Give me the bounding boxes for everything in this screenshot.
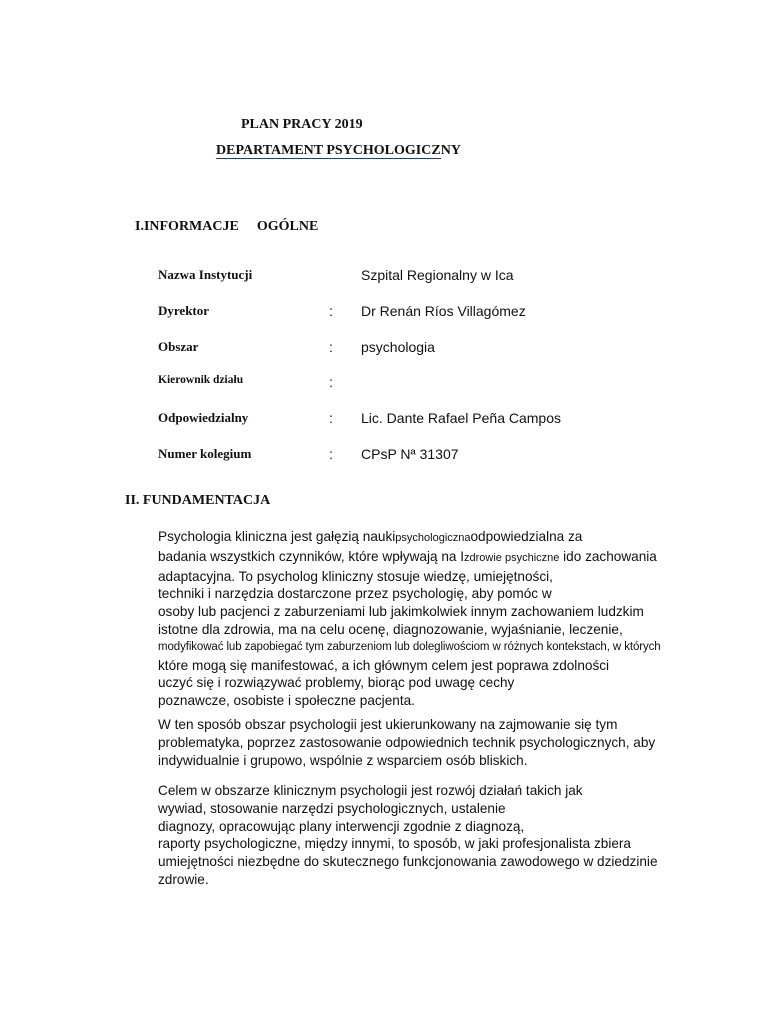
text-line: poznawcze, osobiste i społeczne pacjenta. <box>158 693 415 709</box>
text-line: umiejętności niezbędne do skutecznego funkcjonowania zawodowego w dziedzinie <box>158 854 658 870</box>
section-number-heading: I.INFORMACJE <box>135 219 239 234</box>
section-name-heading: OGÓLNE <box>256 219 319 234</box>
info-colon: : <box>329 446 333 462</box>
text-line: osoby lub pacjenci z zaburzeniami lub jakimkolwiek innym zachowaniem ludzkim <box>158 604 644 620</box>
text-line: indywidualnie i grupowo, wspólnie z wsparciem osób bliskich. <box>158 752 528 768</box>
info-value-director: Dr Renán Ríos Villagómez <box>361 303 526 319</box>
text-line: adaptacyjna. To psycholog kliniczny stosuje wiedzę, umiejętności, <box>158 568 553 584</box>
info-label-director: Dyrektor <box>158 303 210 318</box>
text-line: istotne dla zdrowia, ma na celu ocenę, diagnozowanie, wyjaśnianie, leczenie, <box>158 621 623 637</box>
paragraph-2 <box>158 716 678 769</box>
text-line: W ten sposób obszar psychologii jest ukierunkowany na zajmowanie się tym <box>158 717 618 732</box>
department-title <box>216 143 461 159</box>
info-value-institution: Szpital Regionalny w Ica <box>361 267 514 283</box>
department-title-tail: NY <box>440 143 461 158</box>
text-line: problematyka, poprzez zastosowanie odpowiednich technik psychologicznych, aby <box>158 734 656 750</box>
text-line: Celem w obszarze klinicznym psychologii jest rozwój działań takich jak <box>158 783 583 798</box>
info-label-institution: Nazwa Instytucji <box>158 267 253 282</box>
info-colon: : <box>329 339 333 355</box>
info-value-area: psychologia <box>361 339 435 355</box>
text-line: zdrowie. <box>158 871 209 887</box>
info-value-responsible: Lic. Dante Rafael Peña Campos <box>361 410 561 426</box>
info-value-college-number: CPsP Nª 31307 <box>361 446 459 462</box>
text-line: techniki i narzędzia dostarczone przez psychologię, aby pomóc w <box>158 586 552 602</box>
section-general-info-heading <box>135 219 318 235</box>
info-label-area: Obszar <box>158 339 199 354</box>
info-colon: : <box>329 410 333 426</box>
info-colon: : <box>329 303 333 319</box>
text-line: modyfikować lub zapobiegać tym zaburzeniom lub dolegliwościom w różnych kontekstach, w których <box>158 640 661 653</box>
info-label-head: Kierownik działu <box>158 374 244 386</box>
text-line: uczyć się i rozwiązywać problemy, biorąc pod uwagę cechy <box>158 675 515 691</box>
info-colon: : <box>329 374 333 390</box>
department-title-underlined: DEPARTAMENT PSYCHOLOGICZ <box>216 143 441 158</box>
info-label-college-number: Numer kolegium <box>158 446 252 461</box>
text-line: diagnozy, opracowując plany interwencji zgodnie z diagnozą, <box>158 818 525 834</box>
paragraph-3 <box>158 782 678 889</box>
paragraph-1 <box>158 528 678 710</box>
section-foundation-heading: II. FUNDAMENTACJA <box>125 493 271 508</box>
text-line: badania wszystkich czynników, które wpływają na Izdrowie psychiczne ido zachowania <box>158 548 657 564</box>
text-line: raporty psychologiczne, między innymi, to sposób, w jaki profesjonalista zbiera <box>158 836 631 852</box>
text-line: które mogą się manifestować, a ich głównym celem jest poprawa zdolności <box>158 657 610 673</box>
document-title: PLAN PRACY 2019 <box>241 117 363 132</box>
text-line: Psychologia kliniczna jest gałęzią naukipsychologicznaodpowiedzialna za <box>158 529 583 544</box>
info-label-responsible: Odpowiedzialny <box>158 410 249 425</box>
text-line: wywiad, stosowanie narzędzi psychologicznych, ustalenie <box>158 800 506 816</box>
